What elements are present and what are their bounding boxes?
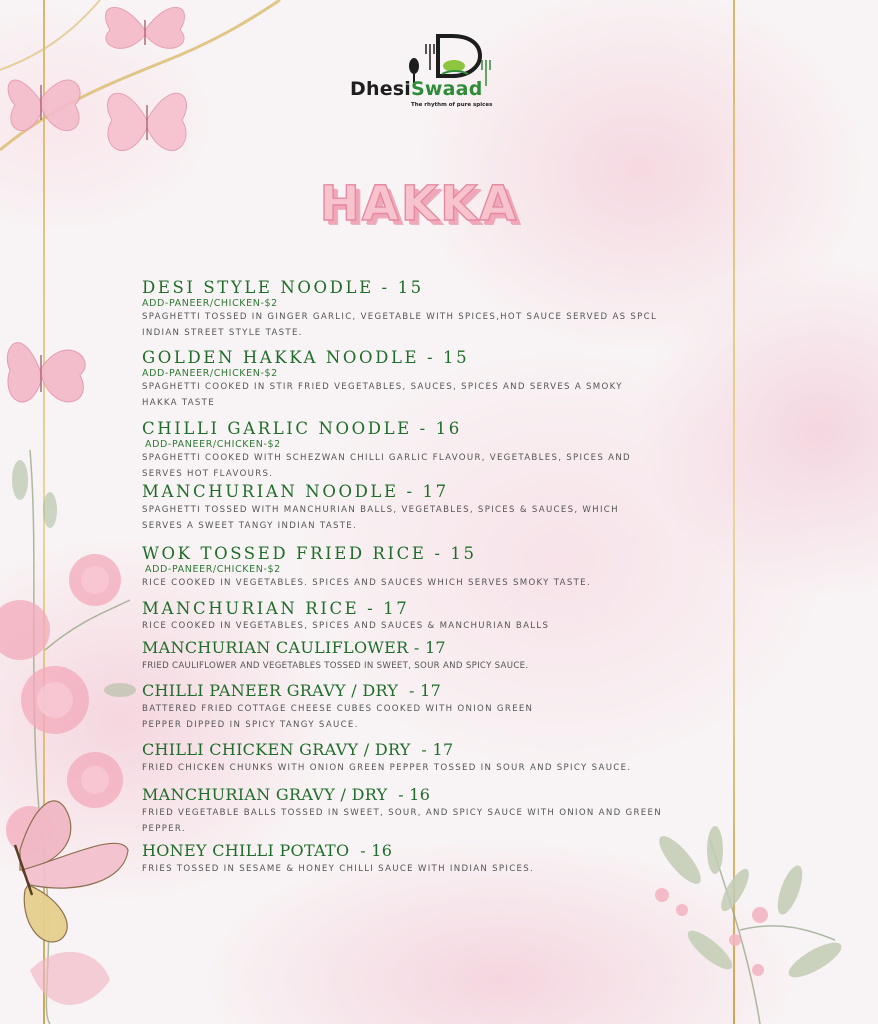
- item-description: SPAGHETTI COOKED WITH SCHEZWAN CHILLI GARLIC FLAVOUR, VEGETABLES, SPICES AND SERVES HOT FLAVOURS.: [142, 453, 631, 479]
- menu-item: [142, 740, 662, 776]
- menu-item: [142, 348, 662, 411]
- menu-item: [142, 599, 662, 633]
- item-description: FRIED VEGETABLE BALLS TOSSED IN SWEET, SOUR, AND SPICY SAUCE WITH ONION AND GREEN PEPPER.: [142, 808, 662, 834]
- butterfly-icon: [90, 0, 200, 65]
- item-description: FRIES TOSSED IN SESAME & HONEY CHILLI SAUCE WITH INDIAN SPICES.: [142, 864, 535, 874]
- menu-item: [142, 544, 662, 591]
- brand-logo: [350, 30, 500, 115]
- item-name: GOLDEN HAKKA NOODLE - 15: [142, 348, 470, 367]
- item-name: MANCHURIAN CAULIFLOWER - 17: [142, 638, 446, 657]
- menu-item: [142, 482, 662, 534]
- item-addon: ADD-PANEER/CHICKEN-$2: [145, 564, 281, 575]
- item-name: CHILLI PANEER GRAVY / DRY - 17: [142, 681, 442, 700]
- item-name: WOK TOSSED FRIED RICE - 15: [142, 544, 477, 563]
- menu-item: [142, 785, 662, 837]
- butterfly-icon: [0, 50, 90, 155]
- brand-tagline: The rhythm of pure spices: [411, 102, 493, 108]
- section-title: HAKKA: [319, 176, 519, 232]
- item-description: RICE COOKED IN VEGETABLES. SPICES AND SAUCES WHICH SERVES SMOKY TASTE.: [142, 578, 591, 588]
- item-description: SPAGHETTI TOSSED WITH MANCHURIAN BALLS, VEGETABLES, SPICES & SAUCES, WHICH SERVES A SWEET TANGY INDIAN TASTE.: [142, 505, 619, 531]
- menu-item: [142, 841, 662, 877]
- menu-item: [142, 638, 662, 674]
- item-description: RICE COOKED IN VEGETABLES, SPICES AND SAUCES & MANCHURIAN BALLS: [142, 621, 550, 631]
- item-name: CHILLI GARLIC NOODLE - 16: [142, 419, 462, 438]
- menu-item: [142, 419, 662, 482]
- item-description: FRIED CAULIFLOWER AND VEGETABLES TOSSED IN SWEET, SOUR AND SPICY SAUCE.: [142, 661, 529, 671]
- brand-name: DhesiSwaad: [350, 78, 483, 100]
- leaf-flowers-decoration: [640, 820, 878, 1024]
- menu-item: [142, 278, 662, 341]
- item-name: MANCHURIAN GRAVY / DRY - 16: [142, 785, 431, 804]
- item-description: FRIED CHICKEN CHUNKS WITH ONION GREEN PEPPER TOSSED IN SOUR AND SPICY SAUCE.: [142, 763, 632, 773]
- item-addon: ADD-PANEER/CHICKEN-$2: [145, 439, 281, 450]
- menu-item: [142, 681, 542, 733]
- butterfly-icon: [0, 790, 130, 950]
- item-name: MANCHURIAN RICE - 17: [142, 599, 410, 618]
- butterfly-icon: [92, 70, 202, 175]
- butterfly-icon: [0, 320, 100, 425]
- item-name: DESI STYLE NOODLE - 15: [142, 278, 424, 297]
- item-name: CHILLI CHICKEN GRAVY / DRY - 17: [142, 740, 454, 759]
- item-description: SPAGHETTI TOSSED IN GINGER GARLIC, VEGETABLE WITH SPICES,HOT SAUCE SERVED AS SPCL INDIAN STREET STYLE TASTE.: [142, 312, 658, 338]
- item-name: MANCHURIAN NOODLE - 17: [142, 482, 449, 501]
- item-addon: ADD-PANEER/CHICKEN-$2: [142, 298, 278, 309]
- item-description: BATTERED FRIED COTTAGE CHEESE CUBES COOKED WITH ONION GREEN PEPPER DIPPED IN SPICY TANGY SAUCE.: [142, 704, 534, 730]
- item-name: HONEY CHILLI POTATO - 16: [142, 841, 393, 860]
- item-addon: ADD-PANEER/CHICKEN-$2: [142, 368, 278, 379]
- item-description: SPAGHETTI COOKED IN STIR FRIED VEGETABLES, SAUCES, SPICES AND SERVES A SMOKY HAKKA TASTE: [142, 382, 623, 408]
